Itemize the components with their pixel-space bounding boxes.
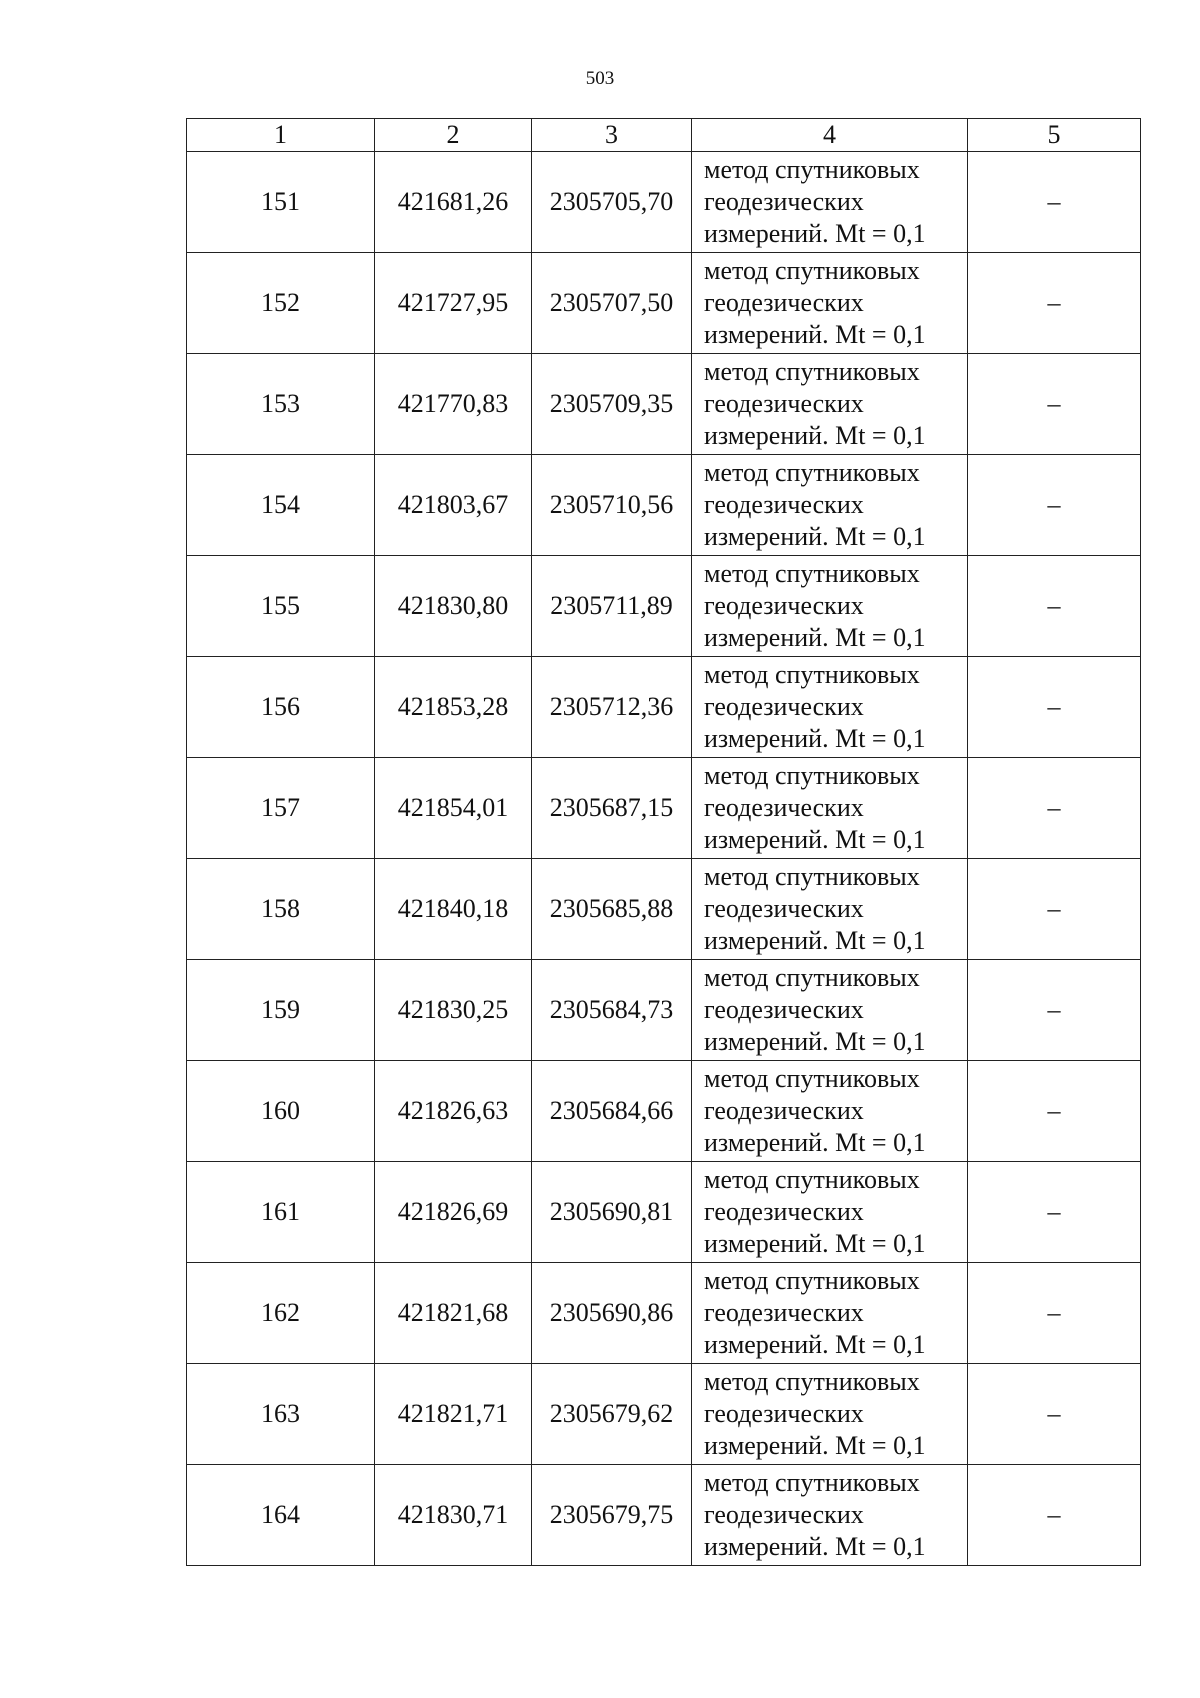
y-coordinate-cell: 2305707,50 xyxy=(532,253,692,354)
column-header-1: 1 xyxy=(187,119,375,152)
page-number: 503 xyxy=(585,68,615,89)
x-coordinate-cell: 421821,68 xyxy=(375,1263,532,1364)
method-line: измерений. Mt = 0,1 xyxy=(704,926,926,955)
note-cell: – xyxy=(968,354,1141,455)
method-line: измерений. Mt = 0,1 xyxy=(704,724,926,753)
y-coordinate-cell: 2305712,36 xyxy=(532,657,692,758)
x-coordinate-cell: 421854,01 xyxy=(375,758,532,859)
method-line: геодезических xyxy=(704,1298,864,1327)
method-line: измерений. Mt = 0,1 xyxy=(704,1027,926,1056)
note-cell: – xyxy=(968,859,1141,960)
method-line: измерений. Mt = 0,1 xyxy=(704,219,926,248)
method-cell xyxy=(692,556,968,657)
x-coordinate-cell: 421770,83 xyxy=(375,354,532,455)
y-coordinate-cell: 2305684,73 xyxy=(532,960,692,1061)
x-coordinate-cell: 421840,18 xyxy=(375,859,532,960)
y-coordinate-cell: 2305685,88 xyxy=(532,859,692,960)
table-row xyxy=(187,354,1141,455)
point-number-cell: 164 xyxy=(187,1465,375,1566)
x-coordinate-cell: 421681,26 xyxy=(375,152,532,253)
table-row xyxy=(187,1263,1141,1364)
method-line: метод спутниковых xyxy=(704,1468,920,1497)
point-number-cell: 154 xyxy=(187,455,375,556)
note-cell: – xyxy=(968,1364,1141,1465)
x-coordinate-cell: 421830,80 xyxy=(375,556,532,657)
x-coordinate-cell: 421830,71 xyxy=(375,1465,532,1566)
y-coordinate-cell: 2305705,70 xyxy=(532,152,692,253)
table-row xyxy=(187,1162,1141,1263)
method-line: метод спутниковых xyxy=(704,458,920,487)
point-number-cell: 152 xyxy=(187,253,375,354)
method-line: геодезических xyxy=(704,995,864,1024)
method-line: метод спутниковых xyxy=(704,761,920,790)
method-line: измерений. Mt = 0,1 xyxy=(704,320,926,349)
method-cell xyxy=(692,1061,968,1162)
method-line: метод спутниковых xyxy=(704,155,920,184)
method-line: измерений. Mt = 0,1 xyxy=(704,623,926,652)
column-header-2: 2 xyxy=(375,119,532,152)
table-body xyxy=(187,152,1141,1566)
method-line: измерений. Mt = 0,1 xyxy=(704,825,926,854)
method-line: геодезических xyxy=(704,793,864,822)
method-cell xyxy=(692,1364,968,1465)
x-coordinate-cell: 421826,69 xyxy=(375,1162,532,1263)
method-line: измерений. Mt = 0,1 xyxy=(704,421,926,450)
method-line: метод спутниковых xyxy=(704,1266,920,1295)
method-line: геодезических xyxy=(704,692,864,721)
method-line: измерений. Mt = 0,1 xyxy=(704,522,926,551)
method-line: метод спутниковых xyxy=(704,1165,920,1194)
coordinates-table xyxy=(186,118,1141,1566)
method-line: геодезических xyxy=(704,1399,864,1428)
note-cell: – xyxy=(968,1162,1141,1263)
note-cell: – xyxy=(968,1465,1141,1566)
method-cell xyxy=(692,455,968,556)
table-row xyxy=(187,556,1141,657)
table-row xyxy=(187,758,1141,859)
y-coordinate-cell: 2305687,15 xyxy=(532,758,692,859)
method-line: геодезических xyxy=(704,490,864,519)
table-row xyxy=(187,253,1141,354)
method-line: измерений. Mt = 0,1 xyxy=(704,1229,926,1258)
point-number-cell: 155 xyxy=(187,556,375,657)
point-number-cell: 151 xyxy=(187,152,375,253)
method-line: метод спутниковых xyxy=(704,660,920,689)
method-line: геодезических xyxy=(704,288,864,317)
note-cell: – xyxy=(968,1061,1141,1162)
x-coordinate-cell: 421830,25 xyxy=(375,960,532,1061)
table-row xyxy=(187,1364,1141,1465)
point-number-cell: 159 xyxy=(187,960,375,1061)
method-cell xyxy=(692,1465,968,1566)
point-number-cell: 162 xyxy=(187,1263,375,1364)
table-row xyxy=(187,152,1141,253)
method-line: измерений. Mt = 0,1 xyxy=(704,1330,926,1359)
method-line: метод спутниковых xyxy=(704,963,920,992)
point-number-cell: 160 xyxy=(187,1061,375,1162)
method-line: геодезических xyxy=(704,187,864,216)
y-coordinate-cell: 2305710,56 xyxy=(532,455,692,556)
method-line: геодезических xyxy=(704,1500,864,1529)
note-cell: – xyxy=(968,657,1141,758)
method-cell xyxy=(692,1263,968,1364)
method-line: метод спутниковых xyxy=(704,357,920,386)
table-row xyxy=(187,657,1141,758)
y-coordinate-cell: 2305690,81 xyxy=(532,1162,692,1263)
method-line: метод спутниковых xyxy=(704,256,920,285)
x-coordinate-cell: 421853,28 xyxy=(375,657,532,758)
point-number-cell: 153 xyxy=(187,354,375,455)
method-cell xyxy=(692,253,968,354)
x-coordinate-cell: 421727,95 xyxy=(375,253,532,354)
note-cell: – xyxy=(968,253,1141,354)
method-cell xyxy=(692,960,968,1061)
method-cell xyxy=(692,354,968,455)
method-line: геодезических xyxy=(704,894,864,923)
table-row xyxy=(187,455,1141,556)
method-line: геодезических xyxy=(704,1096,864,1125)
table-row xyxy=(187,859,1141,960)
note-cell: – xyxy=(968,960,1141,1061)
table-row xyxy=(187,1061,1141,1162)
y-coordinate-cell: 2305684,66 xyxy=(532,1061,692,1162)
note-cell: – xyxy=(968,556,1141,657)
method-cell xyxy=(692,152,968,253)
method-line: измерений. Mt = 0,1 xyxy=(704,1128,926,1157)
point-number-cell: 161 xyxy=(187,1162,375,1263)
y-coordinate-cell: 2305679,62 xyxy=(532,1364,692,1465)
method-line: метод спутниковых xyxy=(704,862,920,891)
column-header-3: 3 xyxy=(532,119,692,152)
method-cell xyxy=(692,1162,968,1263)
method-line: геодезических xyxy=(704,389,864,418)
method-cell xyxy=(692,657,968,758)
method-line: геодезических xyxy=(704,1197,864,1226)
method-line: измерений. Mt = 0,1 xyxy=(704,1532,926,1561)
method-line: геодезических xyxy=(704,591,864,620)
method-line: метод спутниковых xyxy=(704,1064,920,1093)
method-line: метод спутниковых xyxy=(704,559,920,588)
x-coordinate-cell: 421803,67 xyxy=(375,455,532,556)
note-cell: – xyxy=(968,455,1141,556)
table-header-row xyxy=(187,119,1141,152)
point-number-cell: 158 xyxy=(187,859,375,960)
x-coordinate-cell: 421821,71 xyxy=(375,1364,532,1465)
note-cell: – xyxy=(968,1263,1141,1364)
method-line: метод спутниковых xyxy=(704,1367,920,1396)
method-cell xyxy=(692,859,968,960)
column-header-5: 5 xyxy=(968,119,1141,152)
y-coordinate-cell: 2305690,86 xyxy=(532,1263,692,1364)
table-row xyxy=(187,1465,1141,1566)
note-cell: – xyxy=(968,152,1141,253)
point-number-cell: 163 xyxy=(187,1364,375,1465)
note-cell: – xyxy=(968,758,1141,859)
x-coordinate-cell: 421826,63 xyxy=(375,1061,532,1162)
table-row xyxy=(187,960,1141,1061)
y-coordinate-cell: 2305709,35 xyxy=(532,354,692,455)
y-coordinate-cell: 2305679,75 xyxy=(532,1465,692,1566)
y-coordinate-cell: 2305711,89 xyxy=(532,556,692,657)
method-line: измерений. Mt = 0,1 xyxy=(704,1431,926,1460)
point-number-cell: 156 xyxy=(187,657,375,758)
point-number-cell: 157 xyxy=(187,758,375,859)
method-cell xyxy=(692,758,968,859)
column-header-4: 4 xyxy=(692,119,968,152)
